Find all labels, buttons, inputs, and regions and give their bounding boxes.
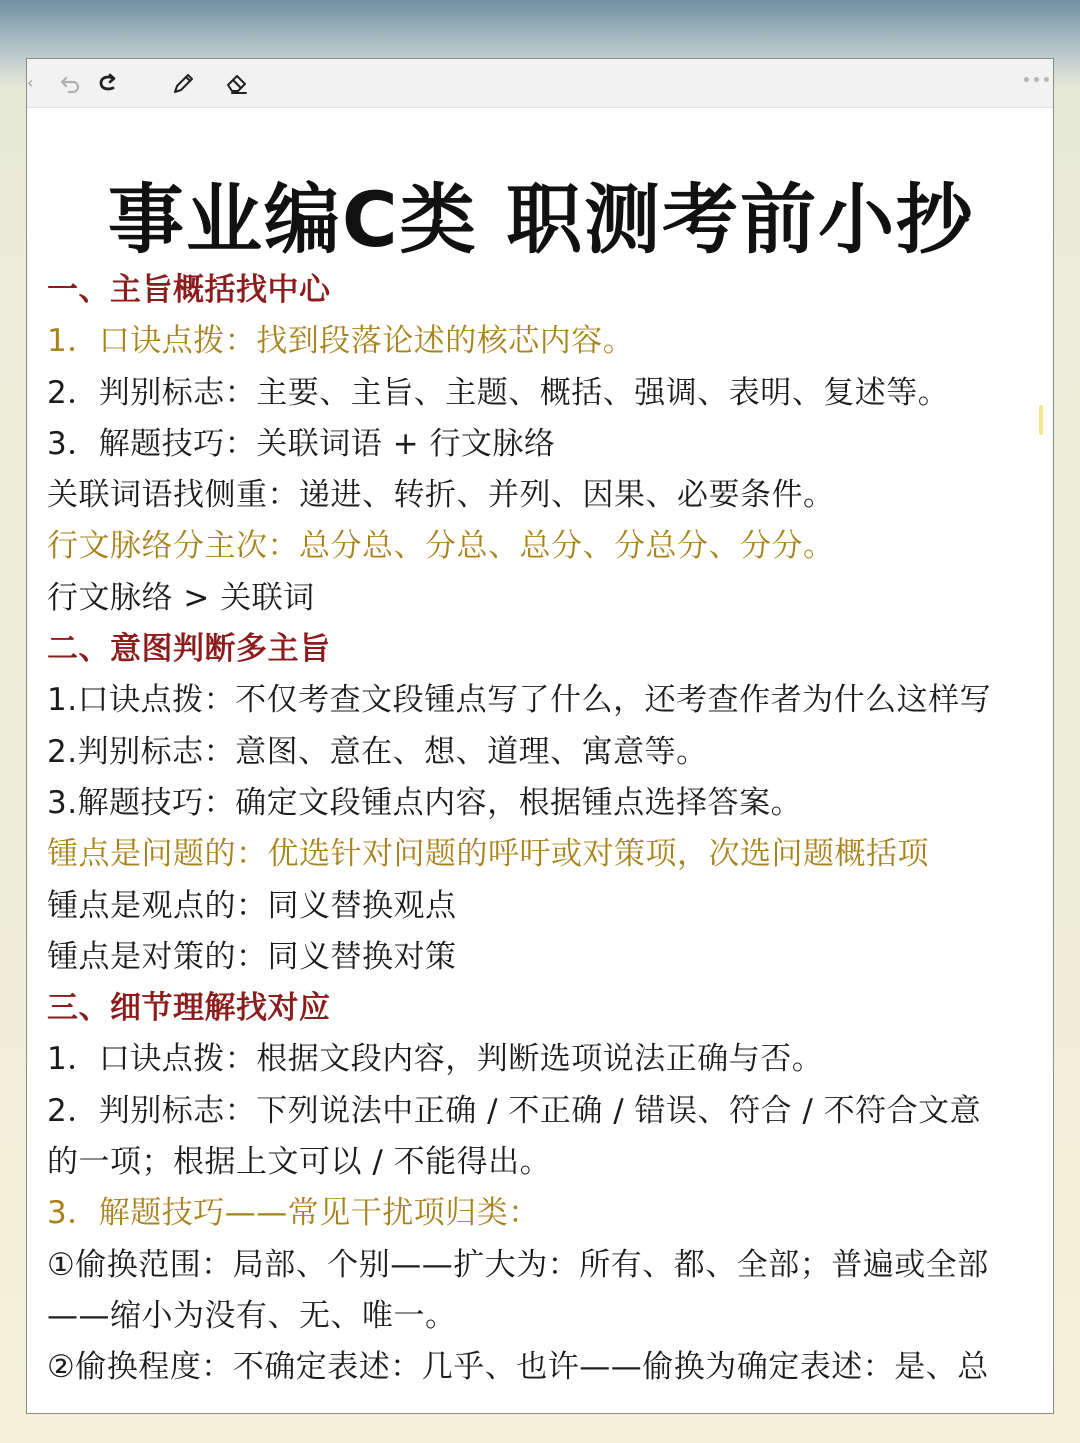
note-line: ①偷换范围：局部、个别——扩大为：所有、都、全部；普遍或全部 [47, 1246, 989, 1283]
eraser-icon[interactable] [223, 69, 251, 97]
chevron-left-icon[interactable]: ‹ [27, 73, 34, 92]
section-heading: 二、意图判断多主旨 [47, 631, 331, 668]
note-page [26, 58, 1054, 1414]
section-heading: 一、主旨概括找中心 [47, 272, 331, 308]
note-line: 的一项；根据上文可以 / 不能得出。 [47, 1144, 552, 1181]
note-line: ②偷换程度：不确定表述：几乎、也许——偷换为确定表述：是、总 [47, 1349, 989, 1386]
note-content [47, 265, 1042, 1394]
note-line: 2.判别标志：意图、意在、想、道理、寓意等。 [47, 733, 708, 770]
more-icon[interactable] [1024, 77, 1049, 87]
note-toolbar [27, 59, 1053, 108]
page-title: 事业编C类 职测考前小抄 [107, 175, 975, 264]
note-line: 2．判别标志：下列说法中正确 / 不正确 / 错误、符合 / 不符合文意 [47, 1092, 982, 1129]
note-line: 3．解题技巧：关联词语 + 行文脉络 [47, 425, 556, 462]
note-line: 1.口诀点拨：不仅考查文段锺点写了什么，还考查作者为什么这样写 [47, 682, 992, 719]
redo-icon[interactable] [93, 69, 121, 97]
section-heading: 三、细节理解找对应 [47, 990, 331, 1027]
note-line: 行文脉络分主次：总分总、分总、总分、分总分、分分。 [47, 528, 835, 565]
note-line: 1．口诀点拨：根据文段内容，判断选项说法正确与否。 [47, 1041, 824, 1078]
note-line: 3．解题技巧——常见干扰项归类： [47, 1195, 540, 1232]
note-line: 关联词语找侧重：递进、转折、并列、因果、必要条件。 [47, 477, 835, 514]
note-line: 锺点是问题的：优选针对问题的呼吁或对策项，次选问题概括项 [47, 836, 929, 873]
note-line: 1．口诀点拨：找到段落论述的核芯内容。 [47, 323, 635, 360]
note-line: 锺点是对策的：同义替换对策 [47, 938, 457, 975]
note-line: 锺点是观点的：同义替换观点 [47, 887, 457, 924]
undo-icon[interactable] [57, 69, 85, 97]
note-line: 2．判别标志：主要、主旨、主题、概括、强调、表明、复述等。 [47, 374, 950, 411]
note-line: ——缩小为没有、无、唯一。 [47, 1297, 457, 1334]
highlighter-mark [1039, 405, 1043, 435]
note-line: 3.解题技巧：确定文段锺点内容，根据锺点选择答案。 [47, 784, 803, 821]
note-line: 行文脉络 > 关联词 [47, 579, 315, 616]
pen-icon[interactable] [169, 69, 197, 97]
